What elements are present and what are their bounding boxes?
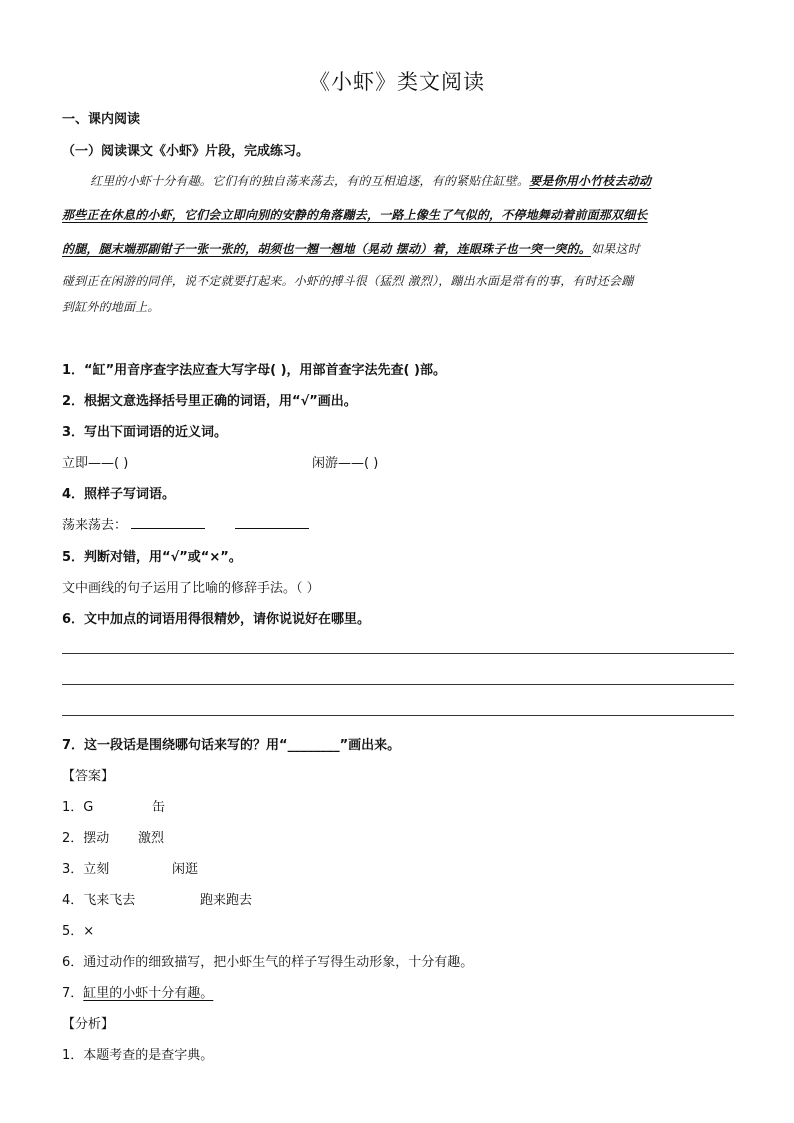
question-4: 4．照样子写词语。 <box>62 487 176 502</box>
answer-7 <box>62 982 213 1001</box>
answer-blank[interactable] <box>235 516 309 529</box>
question-5-item: 文中画线的句子运用了比喻的修辞手法。（ ） <box>62 581 320 596</box>
passage-line-3 <box>62 240 734 257</box>
answer-3: 3．立刻 <box>62 862 110 877</box>
answer-line[interactable] <box>62 653 734 654</box>
subsection-heading: （一）阅读课文《小虾》片段，完成练习。 <box>62 144 310 159</box>
answer-line[interactable] <box>62 684 734 685</box>
answer-3-b: 闲逛 <box>172 862 199 877</box>
question-4-example: 荡来荡去： <box>62 518 128 533</box>
question-2: 2．根据文意选择括号里正确的词语，用“√”画出。 <box>62 394 357 409</box>
question-3-item-a: 立即——( ) <box>62 456 129 471</box>
question-3: 3．写出下面词语的近义词。 <box>62 425 228 440</box>
passage-line-5: 到缸外的地面上。 <box>62 300 160 314</box>
answer-line[interactable] <box>62 715 734 716</box>
question-3-item-b: 闲游——( ) <box>312 456 379 471</box>
section-heading: 一、课内阅读 <box>62 112 141 127</box>
answer-2: 2．摆动 <box>62 831 110 846</box>
underlined-sentence: 那些正在休息的小虾，它们会立即向别的安静的角落蹦去，一路上像生了气似的，不停地舞动着前面那双细长 <box>62 208 648 222</box>
answer-heading: 【答案】 <box>62 769 115 784</box>
passage-line-1 <box>62 172 734 189</box>
analysis-1: 1．本题考查的是查字典。 <box>62 1048 214 1063</box>
answer-7-sentence: 缸里的小虾十分有趣。 <box>83 986 214 1001</box>
page-title: 《小虾》类文阅读 <box>309 70 485 94</box>
answer-6: 6．通过动作的细致描写，把小虾生气的样子写得生动形象，十分有趣。 <box>62 955 474 970</box>
passage-text: 如果这时 <box>590 242 640 256</box>
underlined-sentence: 要是你用小竹枝去动动 <box>529 174 652 188</box>
analysis-heading: 【分析】 <box>62 1017 115 1032</box>
question-1: 1．“缸”用音序查字法应查大写字母( )，用部首查字法先查( )部。 <box>62 363 446 378</box>
answer-7-number: 7． <box>62 986 84 1001</box>
passage-line-4: 碰到正在闲游的同伴，说不定就要打起来。小虾的搏斗很（猛烈 激烈），蹦出水面是常有的事，有时还会蹦 <box>62 274 634 288</box>
answer-5: 5．× <box>62 924 95 939</box>
answer-2-b: 激烈 <box>138 831 165 846</box>
answer-blank[interactable] <box>131 516 205 529</box>
answer-4: 4．飞来飞去 <box>62 893 136 908</box>
question-7: 7．这一段话是围绕哪句话来写的？用“________”画出来。 <box>62 738 401 753</box>
question-4-item <box>62 514 309 533</box>
answer-1: 1．G <box>62 800 94 815</box>
passage-text: 红里的小虾十分有趣。它们有的独自荡来荡去，有的互相追逐，有的紧贴住缸壁。 <box>90 174 530 188</box>
passage-line-2 <box>62 206 734 223</box>
answer-1-b: 缶 <box>152 800 166 815</box>
answer-4-b: 跑来跑去 <box>200 893 253 908</box>
question-6: 6．文中加点的词语用得很精妙，请你说说好在哪里。 <box>62 612 371 627</box>
question-5: 5．判断对错，用“√”或“×”。 <box>62 550 242 565</box>
underlined-sentence: 的腿，腿末端那副钳子一张一张的，胡须也一翘一翘地（晃动 摆动）着，连眼珠子也一突一突的。 <box>62 242 591 256</box>
